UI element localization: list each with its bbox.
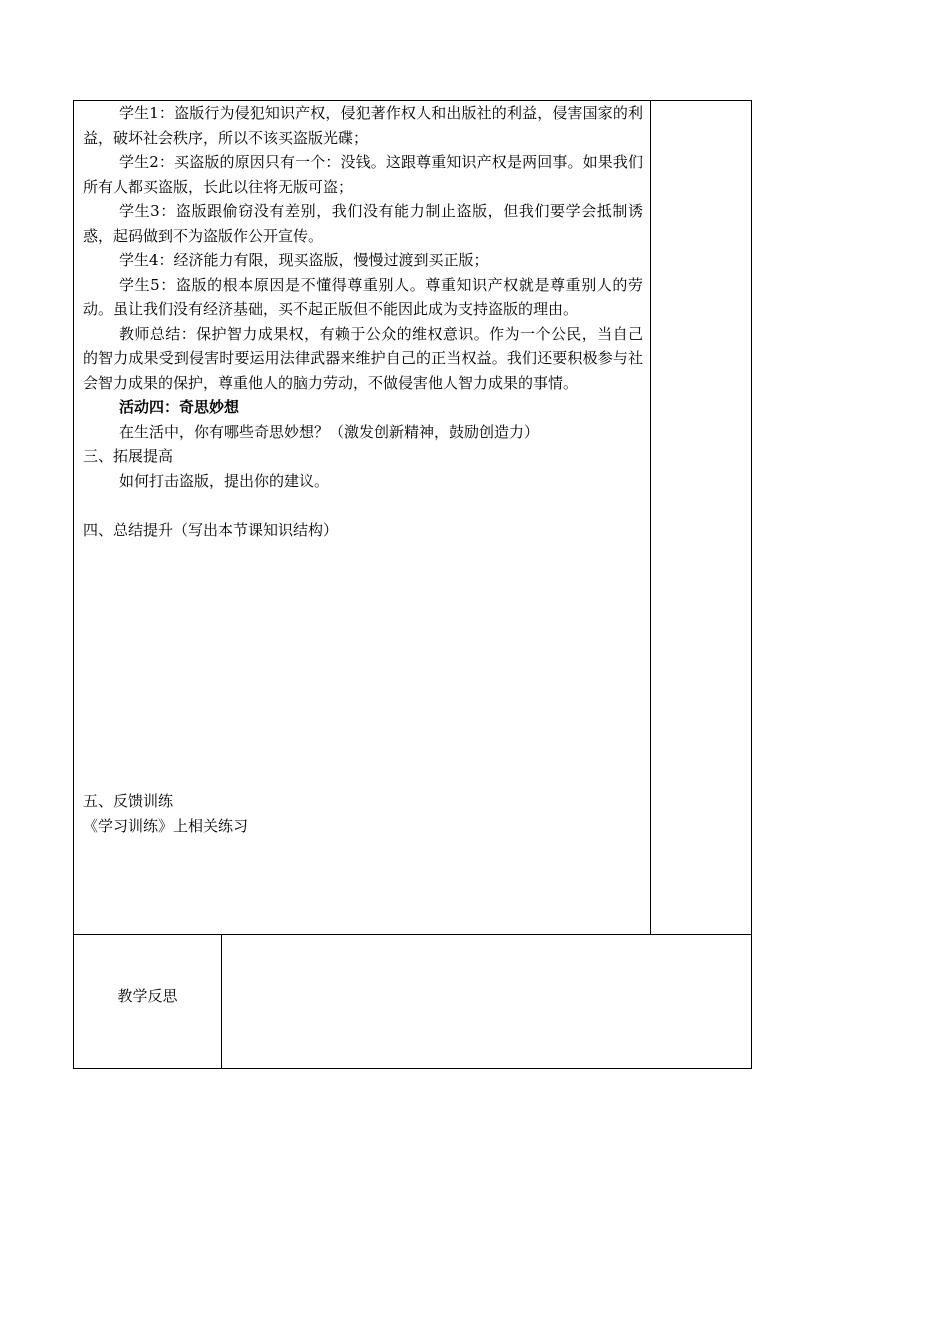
section-three-title: 三、拓展提高 bbox=[83, 447, 174, 465]
teacher-summary-paragraph: 教师总结：保护智力成果权，有赖于公众的维权意识。作为一个公民，当自己的智力成果受到侵害时要运用法律武器来维护自己的正当权益。我们还要积极参与社会智力成果的保护，尊重他人的脑力劳动，不做侵害他人智力成果的事情。 bbox=[83, 324, 643, 392]
student-5-paragraph: 学生5：盗版的根本原因是不懂得尊重别人。尊重知识产权就是尊重别人的劳动。虽让我们没有经济基础，买不起正版但不能因此成为支持盗版的理由。 bbox=[83, 275, 643, 318]
table-border bbox=[74, 934, 751, 935]
student-1-paragraph: 学生1：盗版行为侵犯知识产权，侵犯著作权人和出版社的利益，侵害国家的利益，破坏社会秩序，所以不该买盗版光碟； bbox=[83, 104, 643, 147]
section-three-text: 如何打击盗版，提出你的建议。 bbox=[119, 471, 330, 490]
student-3-paragraph: 学生3：盗版跟偷窃没有差别，我们没有能力制止盗版，但我们要学会抵制诱惑，起码做到不为盗版作公开宣传。 bbox=[83, 202, 643, 245]
activity-four-text: 在生活中，你有哪些奇思妙想？（激发创新精神，鼓励创造力） bbox=[119, 422, 540, 441]
section-five-text: 《学习训练》上相关练习 bbox=[83, 816, 249, 835]
student-4-paragraph: 学生4：经济能力有限，现买盗版，慢慢过渡到买正版； bbox=[119, 251, 489, 269]
lesson-content-cell bbox=[83, 101, 643, 838]
section-four-title: 四、总结提升（写出本节课知识结构） bbox=[83, 520, 339, 539]
lesson-content-table bbox=[73, 100, 752, 935]
reflection-table bbox=[73, 934, 752, 1069]
activity-four-title: 活动四：奇思妙想 bbox=[119, 398, 240, 416]
reflection-label: 教学反思 bbox=[117, 987, 178, 1005]
column-divider bbox=[221, 934, 222, 1068]
section-five-title: 五、反馈训练 bbox=[83, 792, 174, 810]
blank-line bbox=[83, 493, 643, 518]
column-divider bbox=[650, 101, 651, 934]
student-2-paragraph: 学生2：买盗版的原因只有一个：没钱。这跟尊重知识产权是两回事。如果我们所有人都买盗版，长此以往将无版可盗； bbox=[83, 153, 643, 196]
blank-summary-area bbox=[83, 542, 643, 789]
